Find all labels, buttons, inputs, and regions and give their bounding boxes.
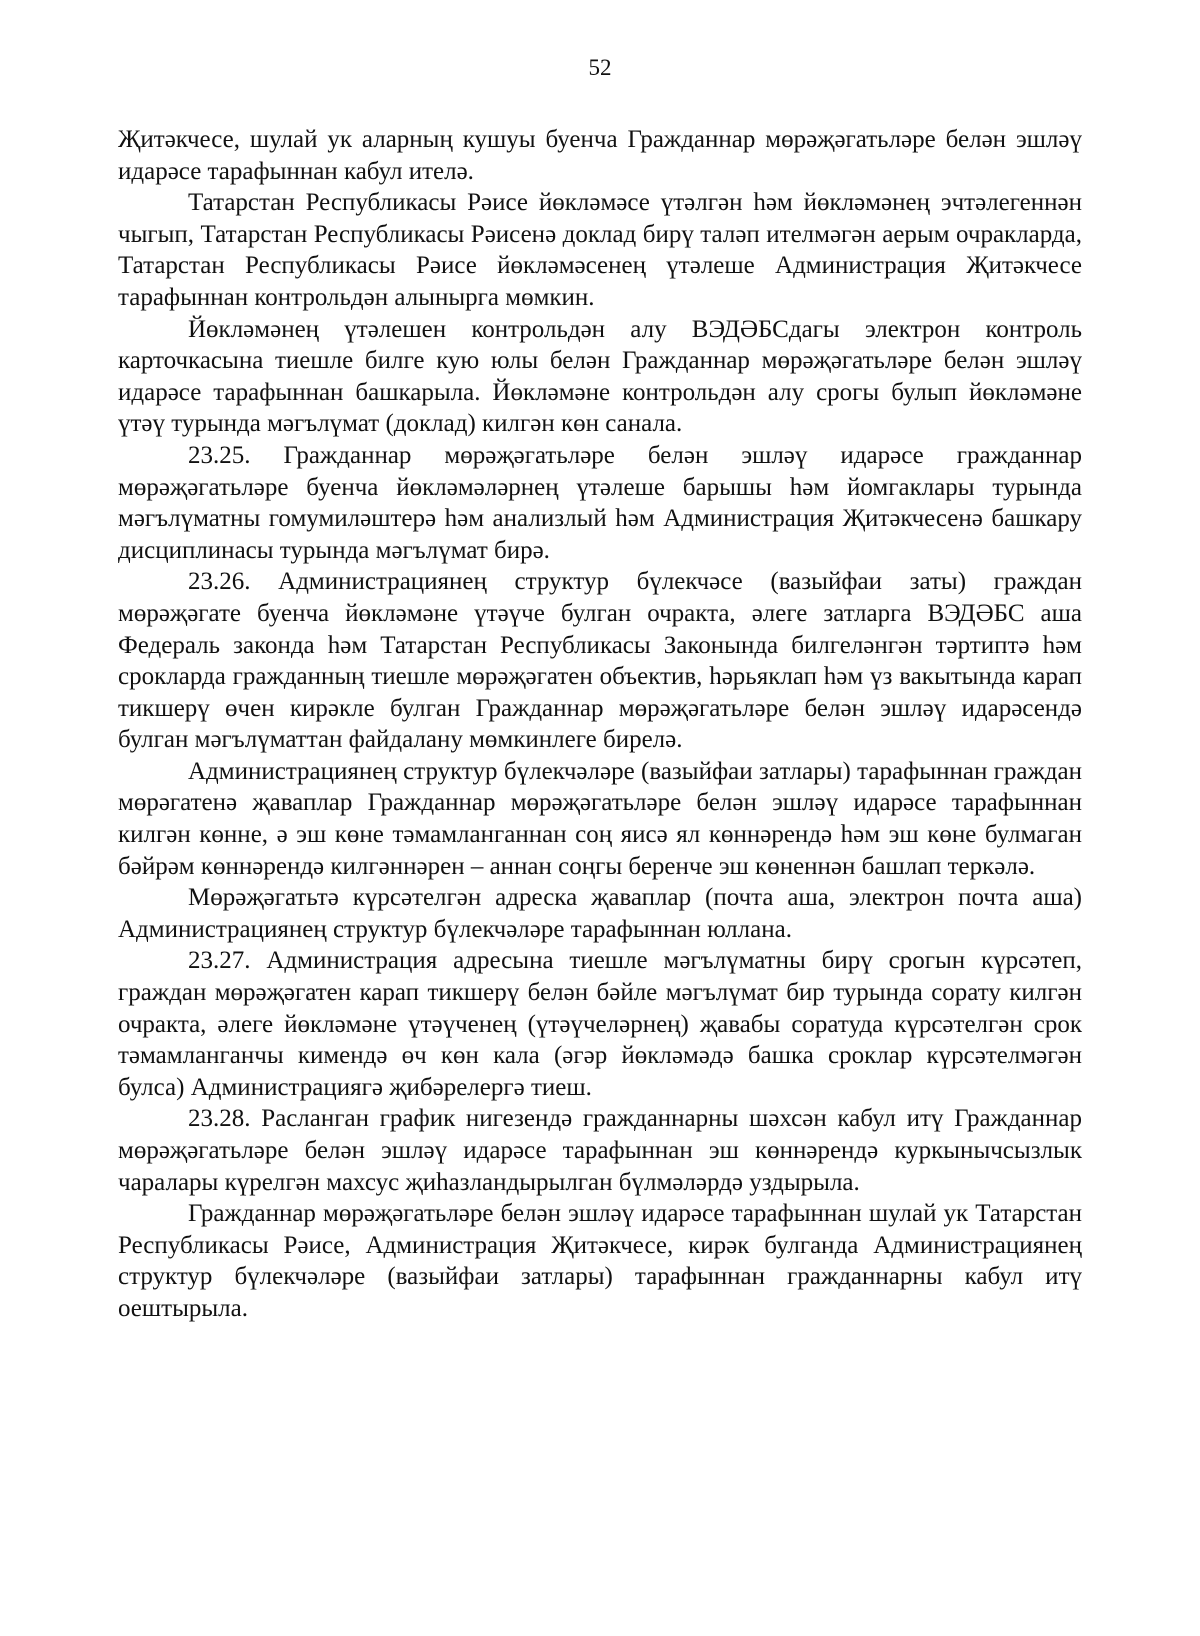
paragraph-continuation: Җитәкчесе, шулай ук аларның кушуы буенча Гражданнар мөрәҗәгатьләре белән эшләү идарәсе тарафыннан кабул ителә.: [118, 126, 1082, 185]
paragraph: Татарстан Республикасы Рәисе йөкләмәсе үтәлгән һәм йөкләмәнең эчтәлегеннән чыгып, Татарстан Республикасы Рәисенә доклад бирү таләп ителмәгән аерым очракларда, Татарстан Республикасы Рәисе йөкләмәсенең үтәлеше Администрация Җитәкчесе тарафыннан контрольдән алынырга мөмкин.: [118, 189, 1082, 311]
document-body: [118, 124, 1082, 1325]
page-number: 52: [588, 55, 612, 80]
paragraph-section-23-25: 23.25. Гражданнар мөрәҗәгатьләре белән эшләү идарәсе гражданнар мөрәҗәгатьләре буенча йөкләмәләрнең үтәлеше барышы һәм йомгаклары турында мәгълүматны гомумиләштерә һәм анализлый һәм Администрация Җитәкчесенә башкару дисциплинасы турында мәгълүмат бирә.: [118, 441, 1082, 564]
paragraph: Администрациянең структур бүлекчәләре (вазыйфаи затлары) тарафыннан граждан мөрәгатенә җаваплар Гражданнар мөрәҗәгатьләре белән эшләү идарәсе тарафыннан килгән көнне, ә эш көне тәмамланганнан соң яисә ял көннәрендә һәм эш көне булмаган бәйрәм көннәрендә килгәннәрен – аннан соңгы беренче эш көненнән башлап теркәлә.: [118, 757, 1082, 880]
paragraph-section-23-26: 23.26. Администрациянең структур бүлекчәсе (вазыйфаи заты) граждан мөрәҗәгате буенча йөкләмәне үтәүче булган очракта, әлеге затларга ВЭДӘБС аша Федераль законда һәм Татарстан Республикасы Законында билгеләнгән тәртиптә һәм срокларда гражданның тиешле мөрәҗәгатен объектив, һәрьяклап һәм үз вакытында карап тикшерү өчен кирәкле булган Гражданнар мөрәҗәгатьләре белән эшләү идарәсендә булган мәгълүматтан файдалану мөмкинлеге бирелә.: [118, 568, 1082, 754]
paragraph: Гражданнар мөрәҗәгатьләре белән эшләү идарәсе тарафыннан шулай ук Татарстан Республикасы Рәисе, Администрация Җитәкчесе, кирәк булганда Администрациянең структур бүлекчәләре (вазыйфаи затлары) тарафыннан гражданнарны кабул итү оештырыла.: [118, 1200, 1082, 1322]
paragraph-section-23-28: 23.28. Расланган график нигезендә гражданнарны шәхсән кабул итү Гражданнар мөрәҗәгатьләре белән эшләү идарәсе тарафыннан эш көннәрендә куркынычсызлык чаралары күрелгән махсус җиһазландырылган бүлмәләрдә уздырыла.: [118, 1105, 1082, 1196]
paragraph-section-23-27: 23.27. Администрация адресына тиешле мәгълүматны бирү срогын күрсәтеп, граждан мөрәҗәгатен карап тикшерү белән бәйле мәгълүмат бир турында сорату килгән очракта, әлеге йөкләмәне үтәүченең (үтәүчеләрнең) җавабы соратуда күрсәтелгән срок тәмамланганчы кимендә өч көн кала (әгәр йөкләмәдә башка сроклар күрсәтелмәгән булса) Администрациягә җибәрелергә тиеш.: [118, 947, 1082, 1101]
paragraph: Мөрәҗәгатьтә күрсәтелгән адреска җаваплар (почта аша, электрон почта аша) Администрациянең структур бүлекчәләре тарафыннан юллана.: [118, 884, 1082, 943]
paragraph: Йөкләмәнең үтәлешен контрольдән алу ВЭДӘБСдагы электрон контроль карточкасына тиешле билге кую юлы белән Гражданнар мөрәҗәгатьләре белән эшләү идарәсе тарафыннан башкарыла. Йөкләмәне контрольдән алу срогы булып йөкләмәне үтәү турында мәгълүмат (доклад) килгән көн санала.: [118, 315, 1082, 438]
